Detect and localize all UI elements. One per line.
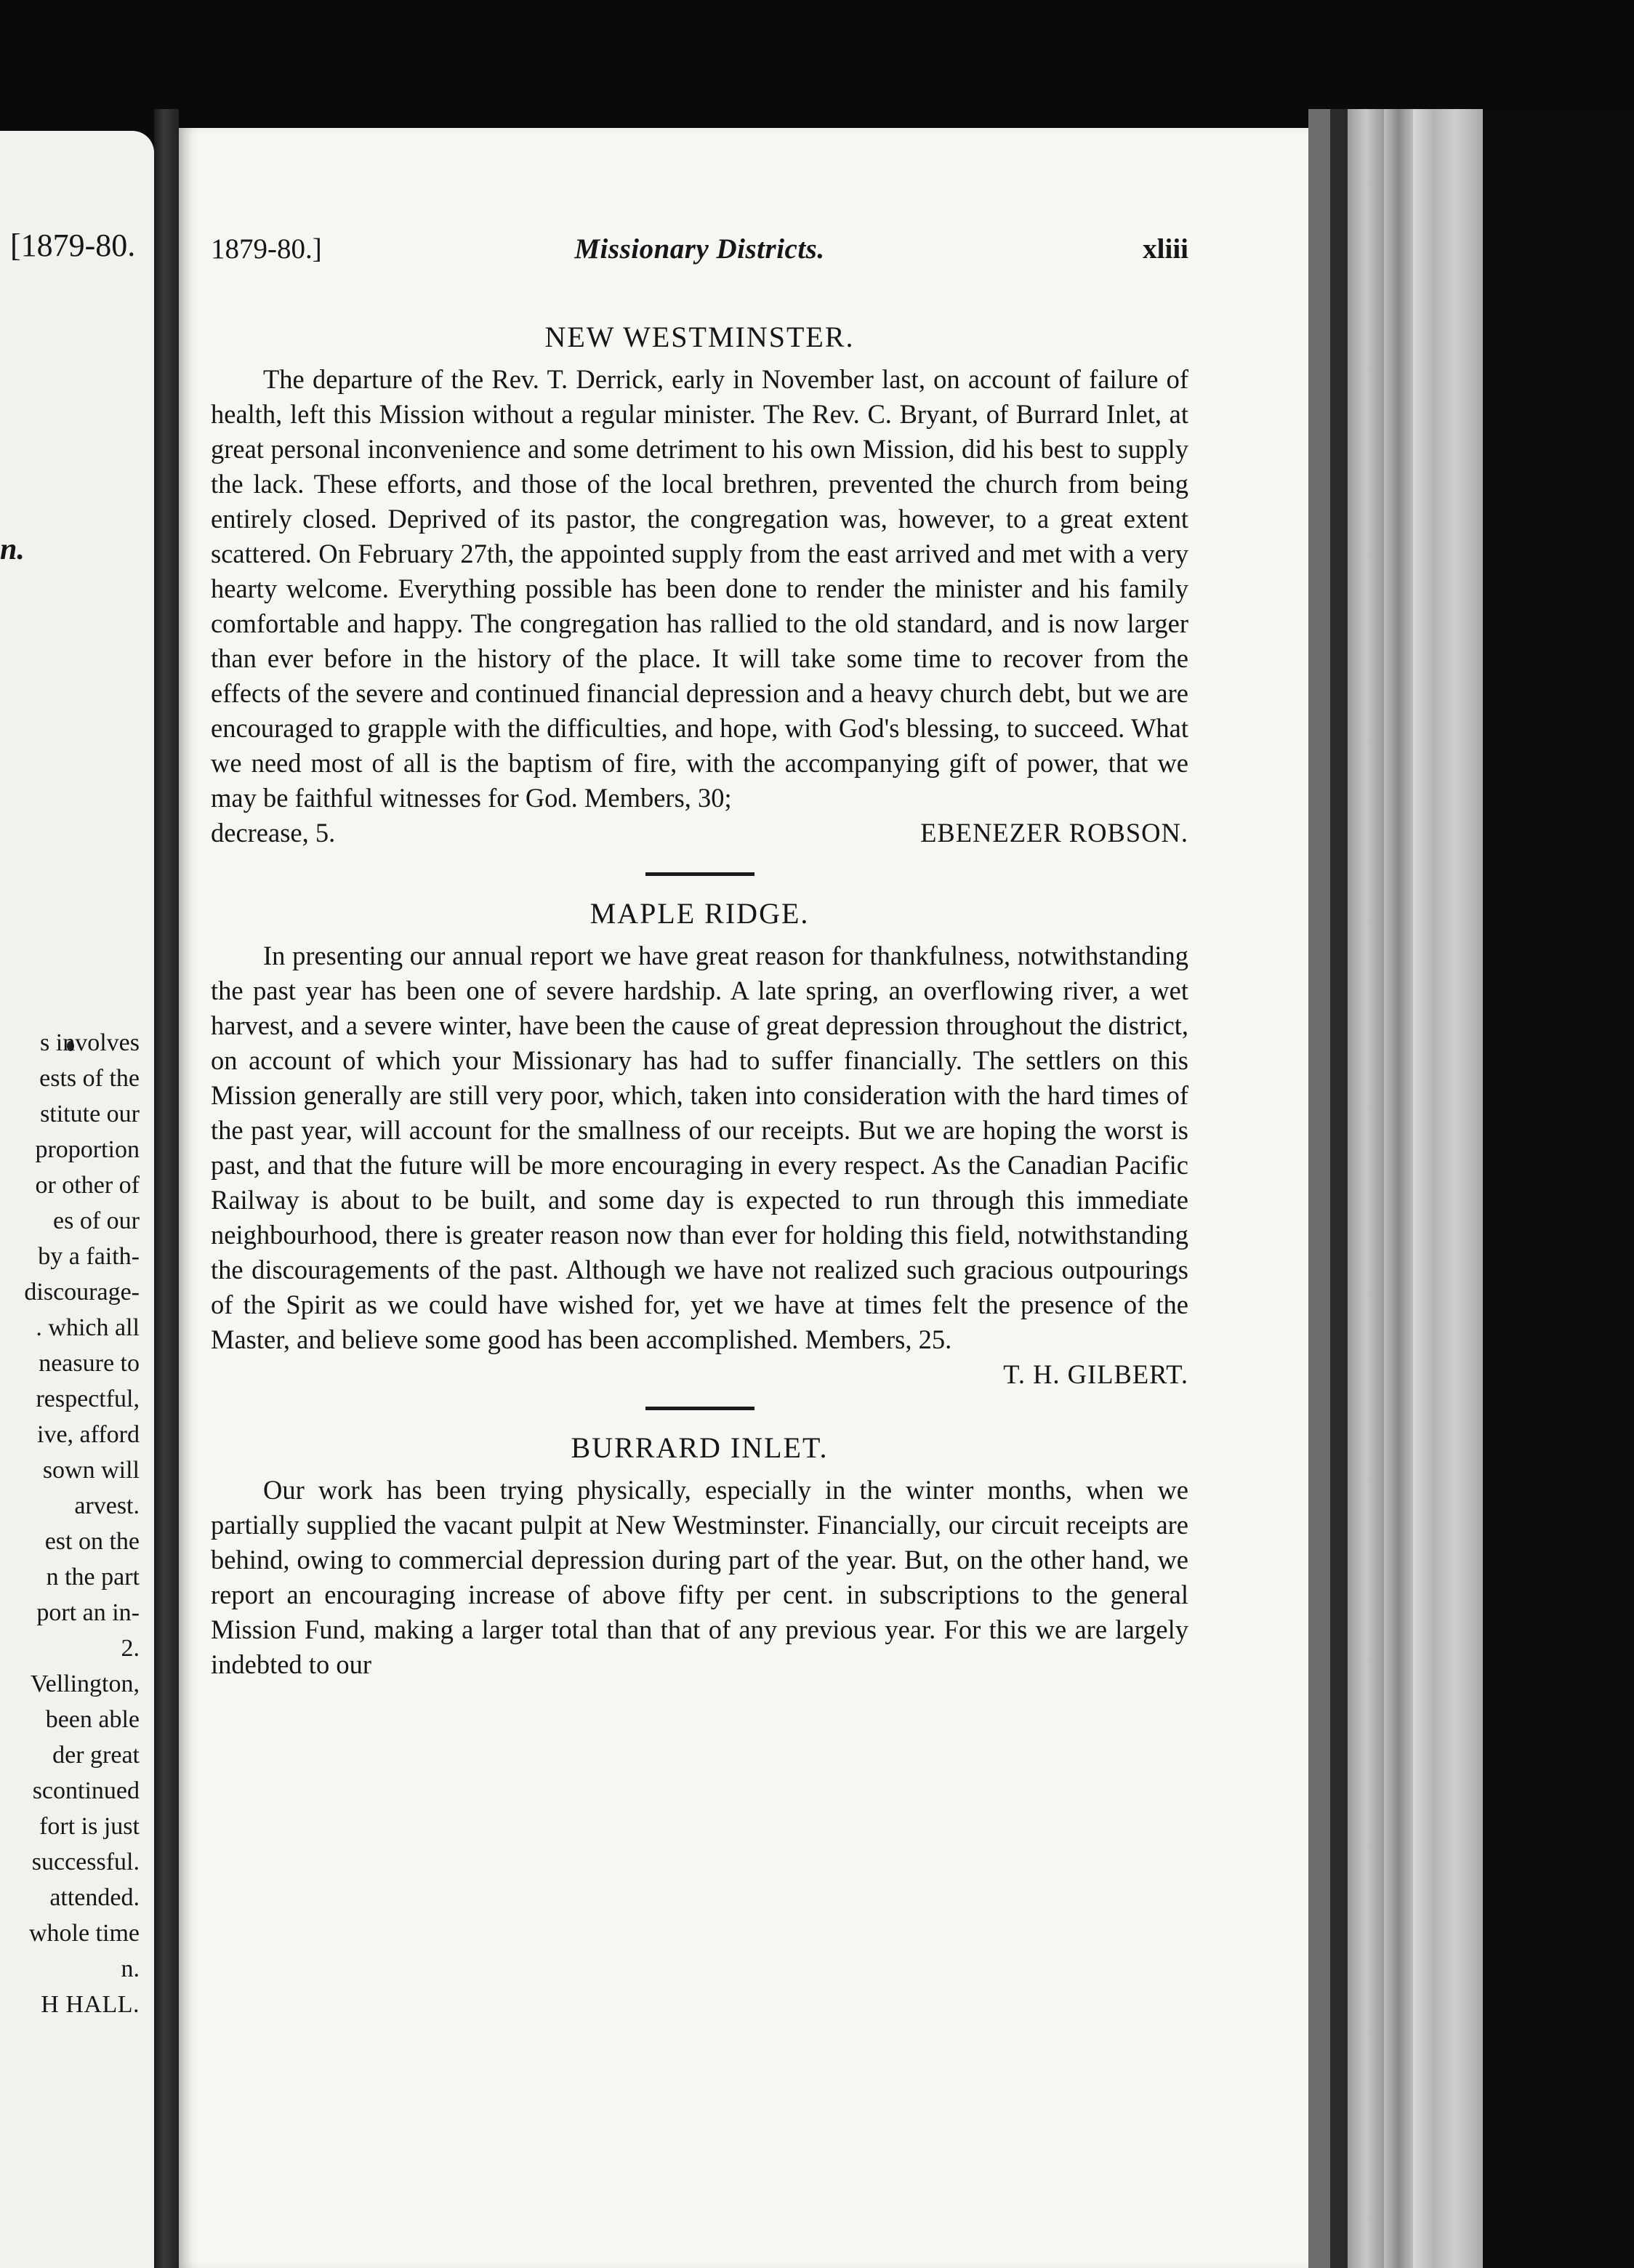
book-gutter [154, 109, 179, 2268]
page-edge-strip [1384, 109, 1413, 2268]
left-page-line: ests of the [39, 1065, 140, 1092]
header-years: 1879-80.] [211, 233, 322, 265]
section-body: The departure of the Rev. T. Derrick, early in November last, on account of failure of health, left this Mission without a regular minister. The Rev. C. Bryant, of Burrard Inlet, at great personal inconvenience and some detriment to his own Mission, did his best to supply the lack. These efforts, and those of the local brethren, prevented the church from being entirely closed. Deprived of its pastor, the congregation was, however, to a great extent scattered. On February 27th, the appointed supply from the east arrived and met with a very hearty welcome. Everything possible has been done to render the minister and his family comfortable and happy. The congregation has rallied to the old standard, and is now larger than ever before in the history of the place. It will take some time to recover from the effects of the severe and continued financial depression and a heavy church debt, but we are encouraged to grapple with the difficulties, and hope, with God's blessing, to succeed. What we need most of all is the baptism of fire, with the accompanying gift of power, that we may be faithful witnesses for God. Members, 30; [211, 364, 1188, 813]
left-page-line: der great [52, 1742, 140, 1769]
left-page-line: scontinued [32, 1777, 140, 1804]
left-page-line: neasure to [39, 1350, 140, 1377]
left-page-line: est on the [44, 1528, 140, 1555]
page-content [211, 233, 1188, 1682]
header-title: Missionary Districts. [574, 233, 825, 265]
left-page-line: whole time [28, 1920, 140, 1947]
left-page-line: successful. [31, 1849, 140, 1875]
left-page-line: Vellington, [30, 1670, 140, 1697]
left-page-line: proportion [35, 1136, 140, 1163]
left-page-marginal-mark: n. [0, 533, 25, 566]
left-page-line: n the part [46, 1564, 140, 1591]
section-title: MAPLE RIDGE. [589, 897, 810, 930]
section-body: Our work has been trying physically, especially in the winter months, when we partially supplied the vacant pulpit at New Westminster. Financially, our circuit receipts are behind, owing to commercial depression during part of the year. But, on the other hand, we report an encouraging increase of above fifty per cent. in subscriptions to the general Mission Fund, making a larger total than that of any previous year. For this we are largely indebted to our [211, 1475, 1188, 1679]
left-page-line: n. [121, 1955, 140, 1982]
page-edge-strip [1413, 109, 1483, 2268]
left-page-line: fort is just [39, 1813, 140, 1840]
signature: T. H. GILBERT. [1003, 1359, 1188, 1389]
page-edge-strip [1330, 109, 1348, 2268]
signature: EBENEZER ROBSON. [920, 818, 1188, 848]
left-page-signature: H HALL. [41, 1991, 140, 2018]
left-page-line: arvest. [74, 1492, 140, 1519]
left-page-line: discourage- [24, 1279, 140, 1306]
left-page-line: stitute our [40, 1101, 140, 1127]
left-page-line: by a faith- [38, 1243, 140, 1270]
section-new-westminster [211, 318, 1188, 850]
section-title: NEW WESTMINSTER. [544, 321, 855, 353]
page-number: xliii [1143, 233, 1188, 265]
left-page-line: attended. [49, 1884, 140, 1911]
scan-margin [1483, 109, 1634, 2268]
left-facing-page [0, 131, 154, 2268]
left-page-line: been able [45, 1706, 140, 1733]
section-burrard-inlet [211, 1429, 1188, 1682]
section-maple-ridge [211, 895, 1188, 1392]
page-edge-strip [1308, 109, 1330, 2268]
left-page-line: ive, afford [37, 1421, 140, 1448]
left-page-running-header: [1879-80. [10, 228, 136, 263]
left-page-line: sown will [42, 1457, 140, 1484]
left-page-line: 2. [121, 1635, 140, 1662]
left-page-line: port an in- [36, 1599, 140, 1626]
section-title: BURRARD INLET. [571, 1431, 829, 1464]
left-page-line: or other of [35, 1172, 140, 1199]
page-edge-strip [1348, 109, 1384, 2268]
left-page-text-column [0, 1025, 140, 2022]
left-page-line: . which all [36, 1314, 140, 1341]
closing-line [211, 816, 1188, 850]
section-body: In presenting our annual report we have great reason for thankfulness, notwithstanding the past year has been one of severe hardship. A late spring, an overflowing river, a wet harvest, and a severe winter, have been the cause of great depression throughout the district, on account of which your Missionary has had to suffer financially. The settlers on this Mission generally are still very poor, which, taken into consideration with the hard times of the past year, will account for the smallness of our receipts. But we are hoping the worst is past, and that the future will be more encouraging in every respect. As the Canadian Pacific Railway is about to be built, and some day is expected to run through this immediate neighbourhood, there is greater reason now than ever for holding this field, notwithstanding the discouragements of the past. Although we have not realized such gracious outpourings of the Spirit as we could have wished for, yet we have at times felt the presence of the Master, and believe some good has been accomplished. Members, 25. [211, 941, 1188, 1354]
closing-statistic: decrease, 5. [211, 818, 336, 848]
left-page-line: es of our [53, 1207, 140, 1234]
left-page-line: respectful, [36, 1386, 140, 1412]
left-page-line: s involves [40, 1029, 140, 1056]
running-header [211, 233, 1188, 276]
